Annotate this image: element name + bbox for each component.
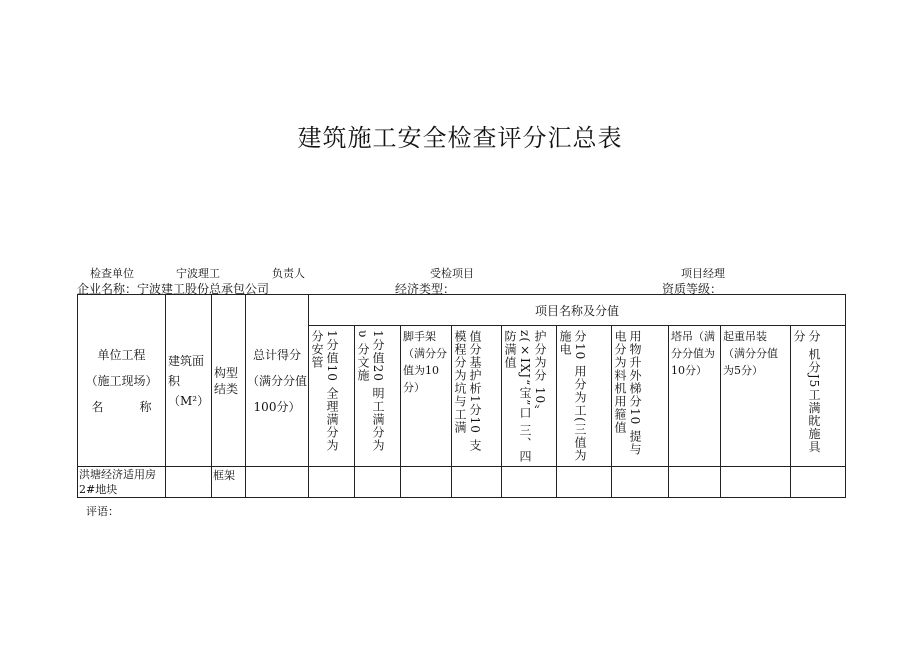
item-header: 脚手架（满分分值为10分） <box>401 326 452 467</box>
area-cell <box>166 467 212 498</box>
item-score-cell <box>557 467 612 498</box>
structure-header: 构型结类 <box>212 295 246 467</box>
responsible-label: 负责人 <box>272 267 305 280</box>
total-score-header: 总计得分 （满分分值 100分） <box>246 295 309 467</box>
inspect-unit-value: 宁波理工 <box>176 267 220 280</box>
item-header: 值分基护析1分10 支模程分为坑与工满 <box>452 326 502 467</box>
item-score-cell <box>452 467 502 498</box>
item-header: 分 机分J5工满眈施具分 <box>791 326 846 467</box>
item-score-cell <box>612 467 669 498</box>
structure-cell: 框架 <box>212 467 246 498</box>
item-score-cell <box>309 467 355 498</box>
item-header: 塔吊（满分分值为10分） <box>669 326 721 467</box>
item-header: 起重吊装（满分分值为5分） <box>721 326 791 467</box>
economy-type: 经济类型： <box>395 282 456 296</box>
unit-name-cell: 洪塘经济适用房 2#地块 <box>78 467 166 498</box>
item-score-cell <box>669 467 721 498</box>
item-score-cell <box>355 467 401 498</box>
items-group-header: 项目名称及分值 <box>309 295 846 326</box>
qualification-level: 资质等级： <box>662 282 723 296</box>
score-summary-table <box>77 294 846 498</box>
item-header: 分10 用分为工(三值为施电 <box>557 326 612 467</box>
item-header: 1分值10 全理满分为 分安管 <box>309 326 355 467</box>
item-score-cell <box>721 467 791 498</box>
table-row <box>78 467 846 498</box>
company-name: 企业名称：宁波建工股份总承包公司 <box>77 282 270 296</box>
project-label: 受检项目 <box>430 267 474 280</box>
item-header: 护分为分 10〞z(×IXJ“宝”口 三、四防满值 <box>502 326 557 467</box>
item-score-cell <box>401 467 452 498</box>
item-header: 1分值20 明工满分为 υ 分文施 <box>355 326 401 467</box>
item-score-cell <box>791 467 846 498</box>
total-score-cell <box>246 467 309 498</box>
page-title: 建筑施工安全检查评分汇总表 <box>297 124 623 152</box>
unit-name-header: 单位工程 （施工现场） 名 称 <box>78 295 166 467</box>
item-score-cell <box>502 467 557 498</box>
manager-label: 项目经理 <box>681 267 725 280</box>
item-header: 用物升外梯分10 提与电分为料机用箍值 <box>612 326 669 467</box>
comment-label: 评语： <box>86 505 119 518</box>
inspect-unit-label: 检查单位 <box>90 267 134 280</box>
area-header: 建筑面积（M²） <box>166 295 212 467</box>
